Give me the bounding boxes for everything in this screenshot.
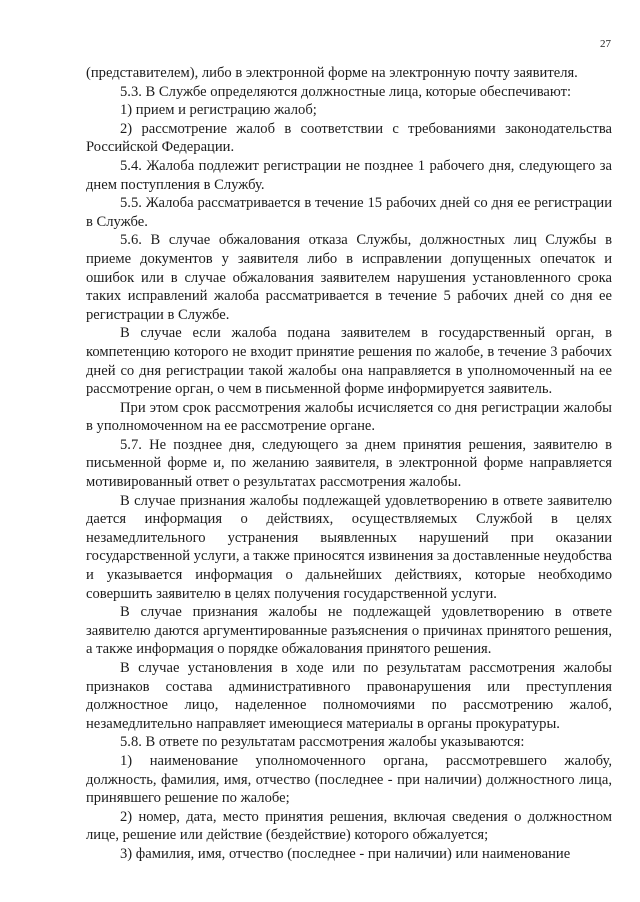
paragraph: В случае признания жалобы не подлежащей удовлетворению в ответе заявителю даются аргументированные разъяснения о причинах принятого решения, а также информация о порядке обжалования принятого решения. (86, 604, 612, 658)
paragraph: 5.8. В ответе по результатам рассмотрения жалобы указываются: (120, 734, 525, 751)
page-number: 27 (600, 38, 611, 50)
paragraph: В случае установления в ходе или по результатам рассмотрения жалобы признаков состава административного правонарушения или преступления должностное лицо, наделенное полномочиями по рассмотрению жалоб, незамедлительно направляет имеющиеся материалы в органы прокуратуры. (86, 660, 612, 732)
paragraph: При этом срок рассмотрения жалобы исчисляется со дня регистрации жалобы в уполномоченном на ее рассмотрение органе. (86, 399, 612, 435)
paragraph: (представителем), либо в электронной форме на электронную почту заявителя. (86, 65, 578, 81)
paragraph: 5.3. В Службе определяются должностные лица, которые обеспечивают: (120, 83, 572, 100)
document-body (86, 64, 612, 864)
paragraph: 2) номер, дата, место принятия решения, включая сведения о должностном лице, решение или действие (бездействие) которого обжалуется; (86, 808, 612, 844)
paragraph: 1) наименование уполномоченного органа, рассмотревшего жалобу, должность, фамилия, имя, отчество (последнее - при наличии) должностного лица, принявшего решение по жалобе; (86, 752, 612, 807)
paragraph: 3) фамилия, имя, отчество (последнее - при наличии) или наименование (120, 845, 571, 862)
paragraph: 2) рассмотрение жалоб в соответствии с требованиями законодательства Российской Федерации. (86, 120, 612, 156)
paragraph: 1) прием и регистрацию жалоб; (120, 102, 317, 119)
paragraph: 5.4. Жалоба подлежит регистрации не позднее 1 рабочего дня, следующего за днем поступления в Службу. (86, 157, 612, 193)
paragraph: В случае признания жалобы подлежащей удовлетворению в ответе заявителю дается информация о действиях, осуществляемых Службой в целях незамедлительного устранения выявленных нарушений при оказании государственной услуги, а также приносятся извинения за доставленные неудобства и указывается информация о дальнейших действиях, которые необходимо совершить заявителю в целях получения государственной услуги. (86, 492, 612, 602)
paragraph: 5.6. В случае обжалования отказа Службы, должностных лиц Службы в приеме документов у заявителя либо в исправлении допущенных опечаток и ошибок или в случае обжалования заявителем нарушения установленного срока таких исправлений жалоба рассматривается в течение 5 рабочих дней со дня ее регистрации в Службе. (86, 232, 612, 323)
paragraph: 5.5. Жалоба рассматривается в течение 15 рабочих дней со дня ее регистрации в Службе. (86, 195, 612, 230)
paragraph: 5.7. Не позднее дня, следующего за днем принятия решения, заявителю в письменной форме и, по желанию заявителя, в электронной форме направляется мотивированный ответ о результатах рассмотрения жалобы. (86, 436, 612, 491)
paragraph: В случае если жалоба подана заявителем в государственный орган, в компетенцию которого не входит принятие решения по жалобе, в течение 3 рабочих дней со дня регистрации такой жалобы она направляется в уполномоченный на ее рассмотрение орган, о чем в письменной форме информируется заявитель. (86, 325, 612, 398)
